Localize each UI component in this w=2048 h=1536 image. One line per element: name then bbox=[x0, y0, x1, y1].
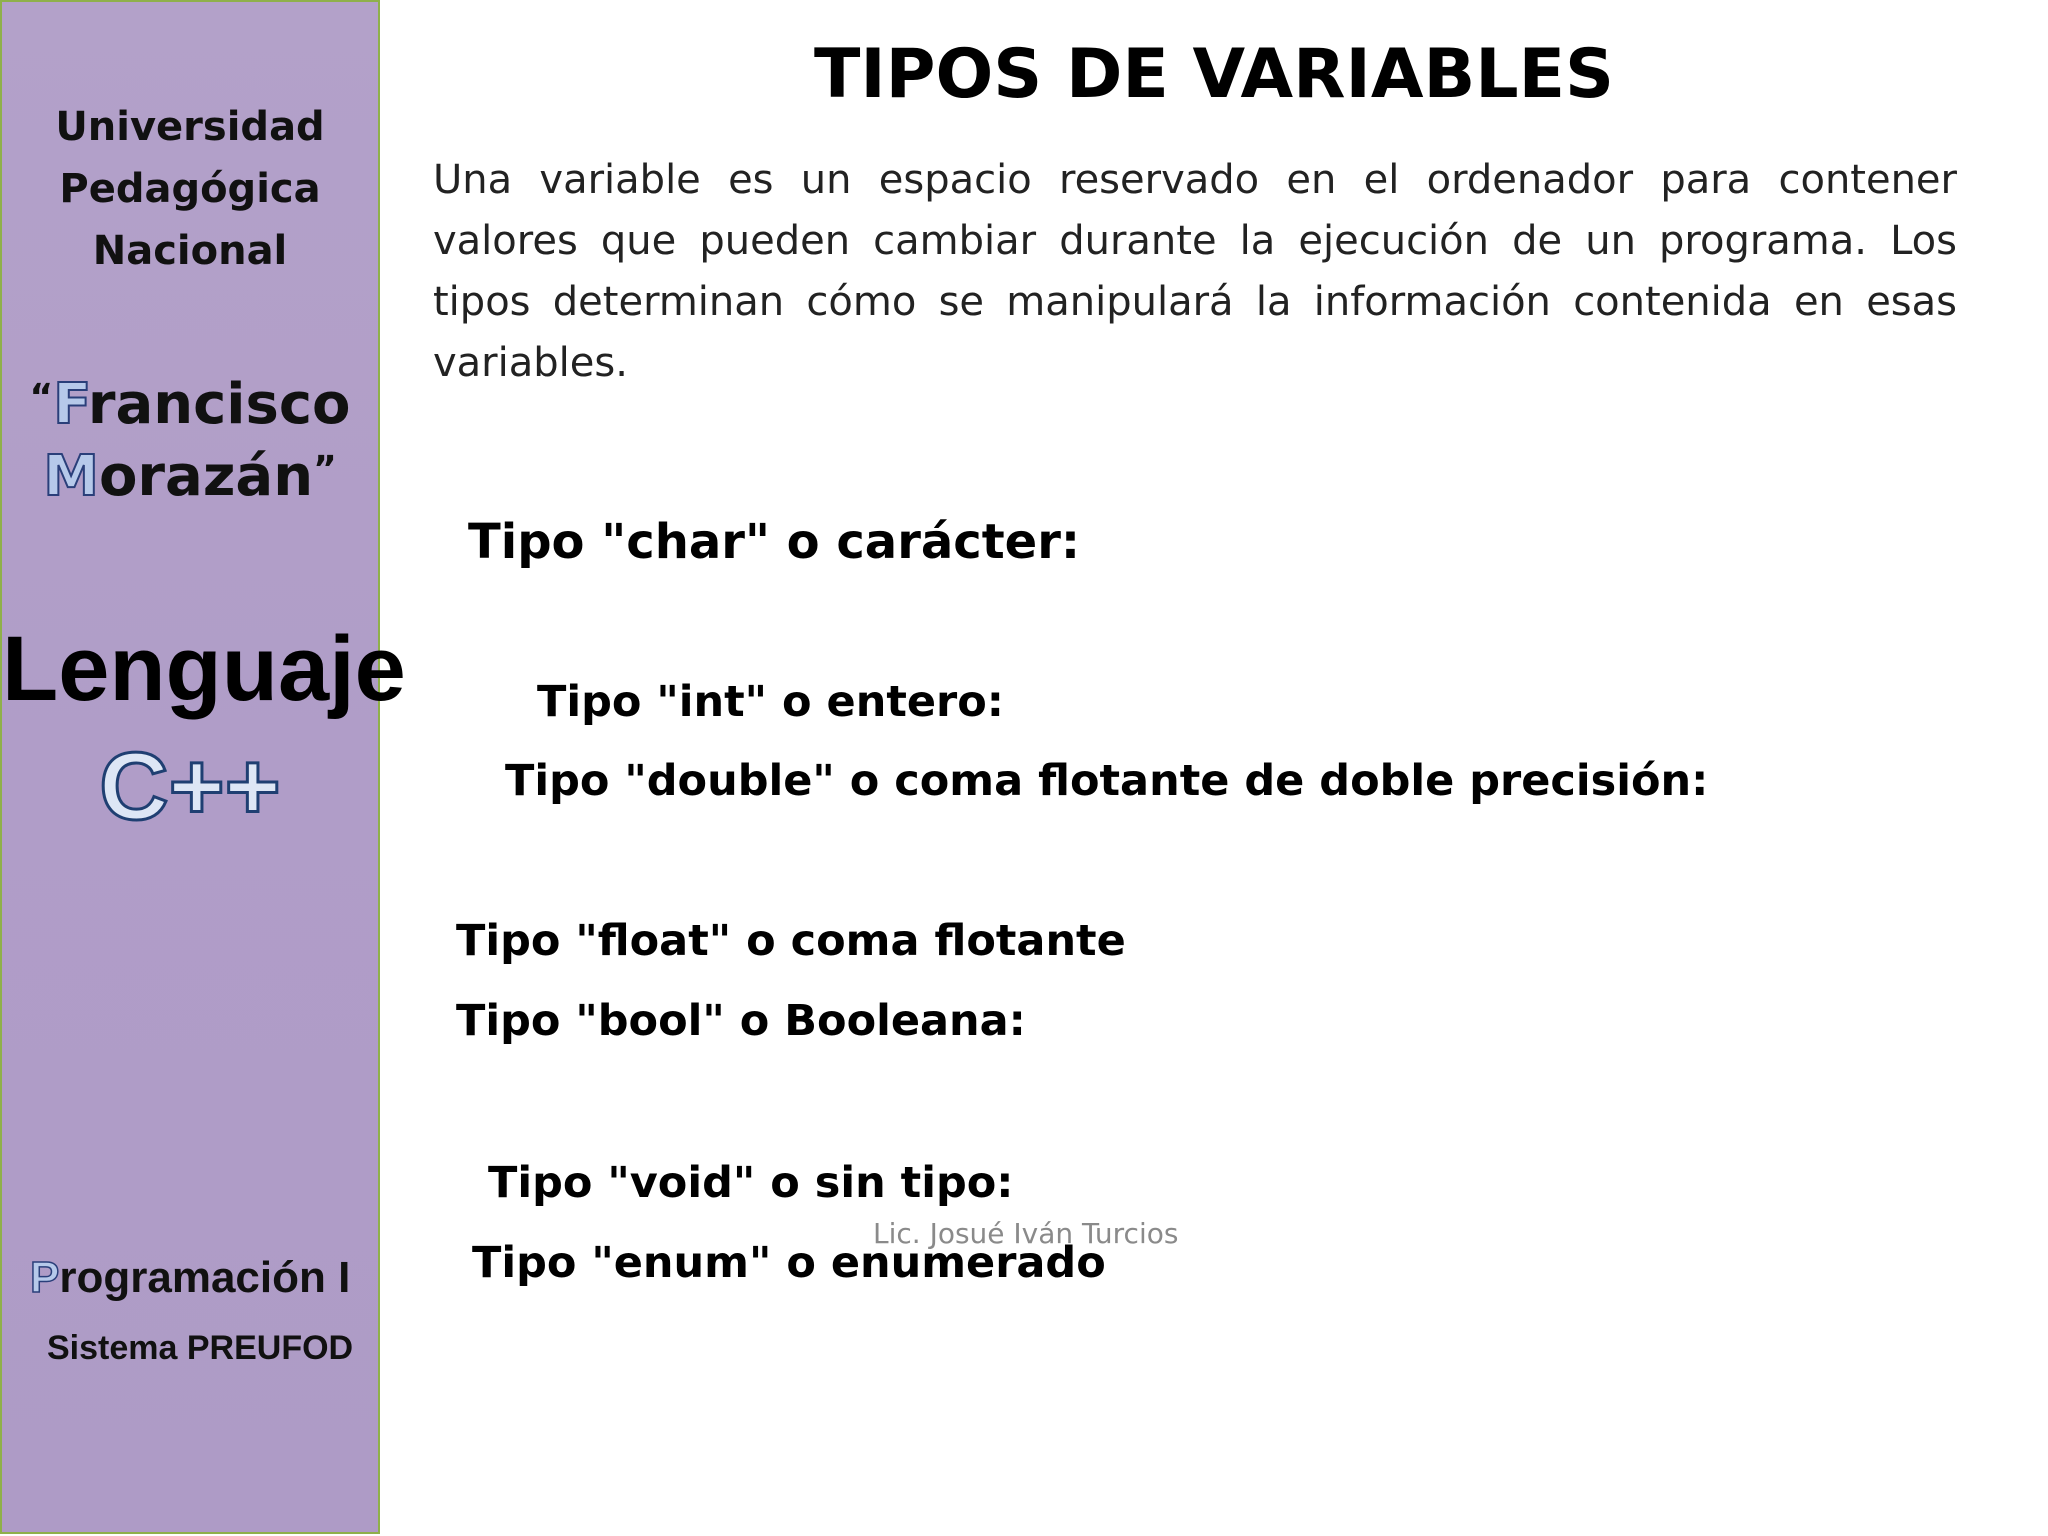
type-char: Tipo "char" o carácter: bbox=[468, 514, 1081, 570]
course-name bbox=[30, 1250, 350, 1306]
intro-paragraph: Una variable es un espacio reservado en el ordenador para contener valores que pueden cambiar durante la ejecución de un programa. Los tipos determinan cómo se manipulará la información contenida en esas variables. bbox=[433, 157, 1957, 386]
language-label: Lenguaje bbox=[2, 618, 406, 720]
namesake-first-line bbox=[2, 362, 378, 441]
type-int: Tipo "int" o entero: bbox=[537, 677, 1004, 727]
type-void: Tipo "void" o sin tipo: bbox=[488, 1158, 1014, 1208]
close-quote: ” bbox=[313, 449, 337, 490]
type-bool: Tipo "bool" o Booleana: bbox=[456, 996, 1026, 1046]
author-credit: Lic. Josué Iván Turcios bbox=[873, 1217, 1179, 1250]
language-name: C++ bbox=[99, 733, 281, 840]
namesake-second-line bbox=[2, 434, 378, 513]
type-double: Tipo "double" o coma flotante de doble precisión: bbox=[505, 756, 1709, 806]
namesake-first-initial: F bbox=[53, 372, 88, 437]
university-line-1: Universidad bbox=[55, 104, 325, 150]
sidebar-panel bbox=[0, 0, 406, 1534]
open-quote: “ bbox=[29, 377, 54, 418]
namesake-last-initial: M bbox=[43, 444, 99, 509]
namesake-first-rest: rancisco bbox=[87, 372, 351, 437]
university-line-3: Nacional bbox=[92, 228, 288, 274]
namesake-last-rest: orazán bbox=[98, 444, 314, 509]
type-float: Tipo "float" o coma flotante bbox=[456, 916, 1126, 966]
university-name bbox=[2, 96, 378, 282]
system-name: Sistema PREUFOD bbox=[47, 1329, 354, 1367]
university-line-2: Pedagógica bbox=[59, 166, 321, 212]
course-rest: rogramación I bbox=[59, 1253, 351, 1302]
course-initial: P bbox=[30, 1253, 60, 1302]
type-enum: Tipo "enum" o enumerado bbox=[472, 1238, 1106, 1288]
page-title: TIPOS DE VARIABLES bbox=[813, 35, 1615, 114]
